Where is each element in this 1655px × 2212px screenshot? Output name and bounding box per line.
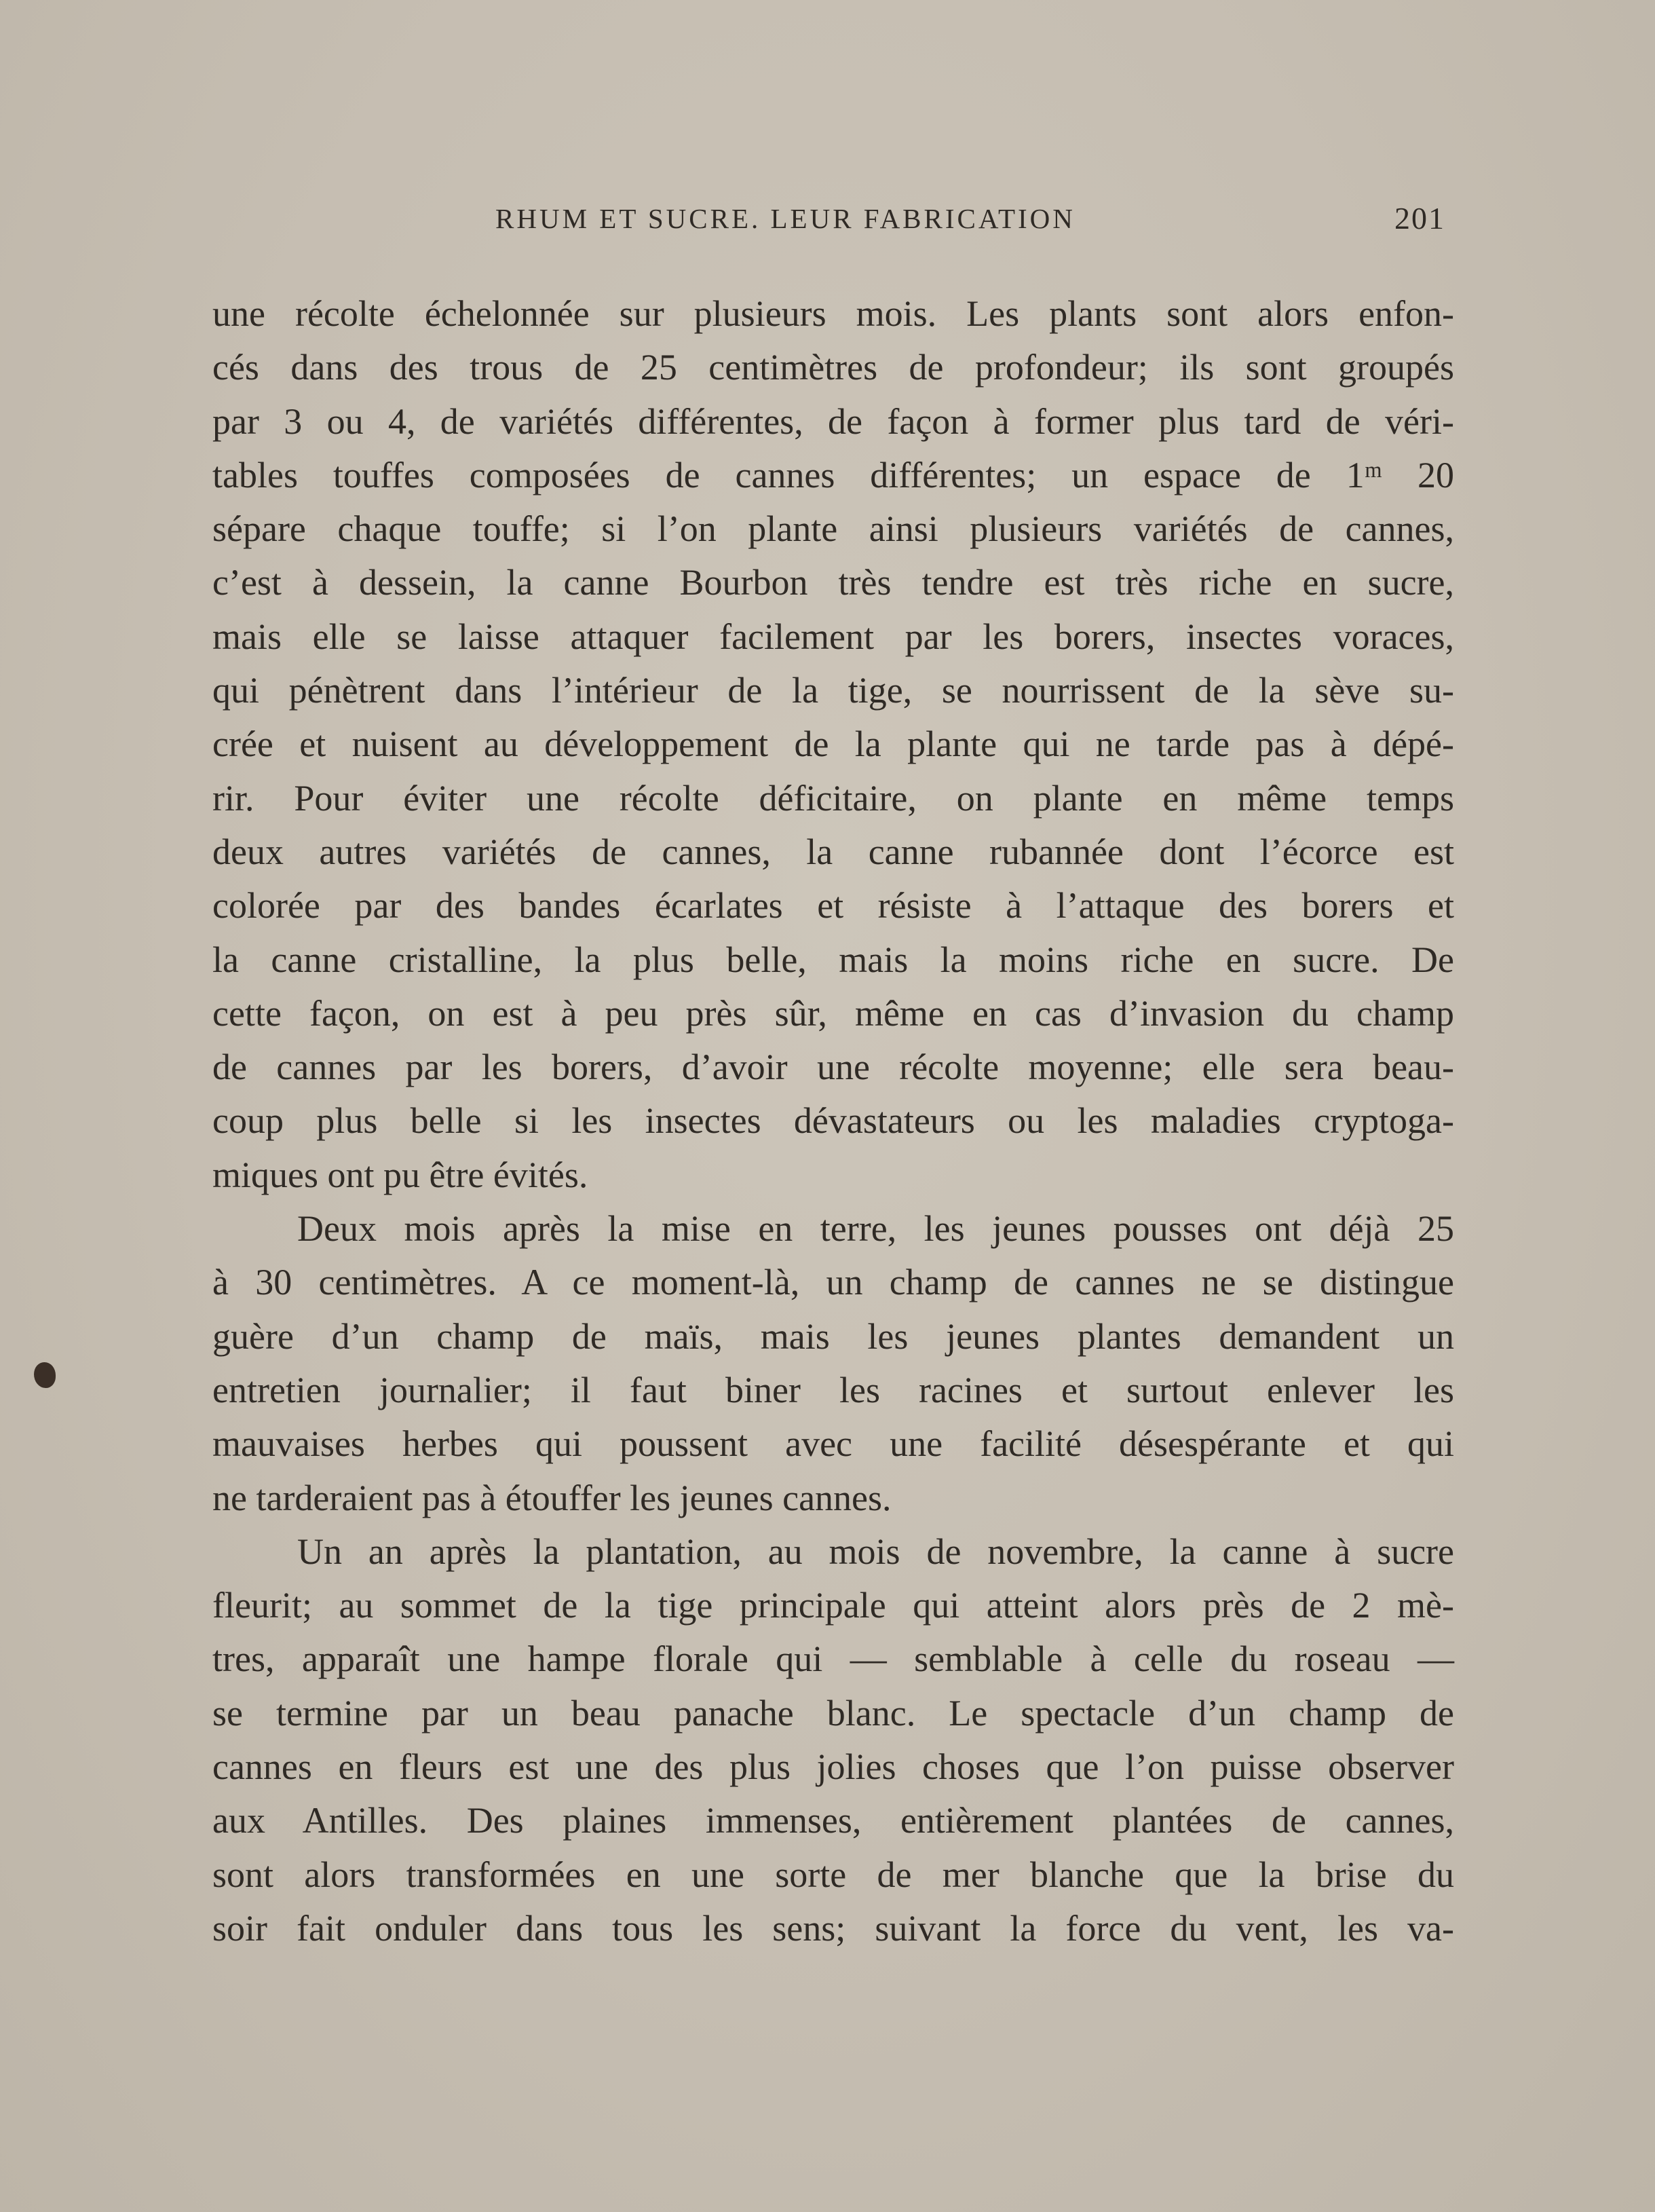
text-line: tables touffes composées de cannes différentes; un espace de 1ᵐ 20 bbox=[212, 454, 1454, 495]
text-line: entretien journalier; il faut biner les racines et surtout enlever les bbox=[212, 1369, 1454, 1410]
text-line: à 30 centimètres. A ce moment-là, un champ de cannes ne se distingue bbox=[212, 1262, 1454, 1303]
text-line: miques ont pu être évités. bbox=[212, 1154, 588, 1195]
text-line: tres, apparaît une hampe florale qui — semblable à celle du roseau — bbox=[212, 1638, 1454, 1680]
text-line: deux autres variétés de cannes, la canne rubannée dont l’écorce est bbox=[212, 831, 1454, 872]
text-line: Deux mois après la mise en terre, les jeunes pousses ont déjà 25 bbox=[297, 1208, 1454, 1250]
body-text bbox=[212, 287, 1454, 1955]
text-line: cannes en fleurs est une des plus jolies choses que l’on puisse observer bbox=[212, 1746, 1454, 1788]
text-line: Un an après la plantation, au mois de novembre, la canne à sucre bbox=[297, 1531, 1454, 1572]
text-line: c’est à dessein, la canne Bourbon très tendre est très riche en sucre, bbox=[212, 562, 1454, 603]
text-line: mais elle se laisse attaquer facilement par les borers, insectes voraces, bbox=[212, 616, 1454, 657]
text-line: cette façon, on est à peu près sûr, même en cas d’invasion du champ bbox=[212, 992, 1454, 1034]
text-line: sont alors transformées en une sorte de mer blanche que la brise du bbox=[212, 1854, 1454, 1895]
text-line: crée et nuisent au développement de la plante qui ne tarde pas à dépé- bbox=[212, 724, 1454, 765]
text-line: sépare chaque touffe; si l’on plante ainsi plusieurs variétés de cannes, bbox=[212, 508, 1454, 550]
text-line: coup plus belle si les insectes dévastateurs ou les maladies cryptoga- bbox=[212, 1100, 1454, 1142]
running-head bbox=[204, 198, 1445, 239]
text-line: de cannes par les borers, d’avoir une récolte moyenne; elle sera beau- bbox=[212, 1047, 1454, 1088]
text-line: soir fait onduler dans tous les sens; suivant la force du vent, les va- bbox=[212, 1907, 1454, 1949]
page-number: 201 bbox=[1394, 201, 1445, 236]
text-line: une récolte échelonnée sur plusieurs mois. Les plants sont alors enfon- bbox=[212, 293, 1454, 334]
text-line: rir. Pour éviter une récolte déficitaire, on plante en même temps bbox=[212, 777, 1454, 819]
text-line: fleurit; au sommet de la tige principale qui atteint alors près de 2 mè- bbox=[212, 1585, 1454, 1626]
text-line: mauvaises herbes qui poussent avec une facilité désespérante et qui bbox=[212, 1423, 1454, 1465]
text-line: la canne cristalline, la plus belle, mais la moins riche en sucre. De bbox=[212, 939, 1454, 980]
text-line: guère d’un champ de maïs, mais les jeunes plantes demandent un bbox=[212, 1315, 1454, 1357]
text-line: colorée par des bandes écarlates et résiste à l’attaque des borers et bbox=[212, 885, 1454, 926]
ink-spot bbox=[34, 1362, 56, 1388]
running-title: RHUM ET SUCRE. LEUR FABRICATION bbox=[495, 203, 1076, 234]
text-line: aux Antilles. Des plaines immenses, entièrement plantées de cannes, bbox=[212, 1800, 1454, 1841]
text-line: qui pénètrent dans l’intérieur de la tige, se nourrissent de la sève su- bbox=[212, 670, 1454, 711]
text-line: cés dans des trous de 25 centimètres de profondeur; ils sont groupés bbox=[212, 347, 1454, 388]
text-line: se termine par un beau panache blanc. Le spectacle d’un champ de bbox=[212, 1692, 1454, 1733]
text-line: ne tarderaient pas à étouffer les jeunes cannes. bbox=[212, 1477, 892, 1518]
text-line: par 3 ou 4, de variétés différentes, de façon à former plus tard de véri- bbox=[212, 400, 1454, 442]
